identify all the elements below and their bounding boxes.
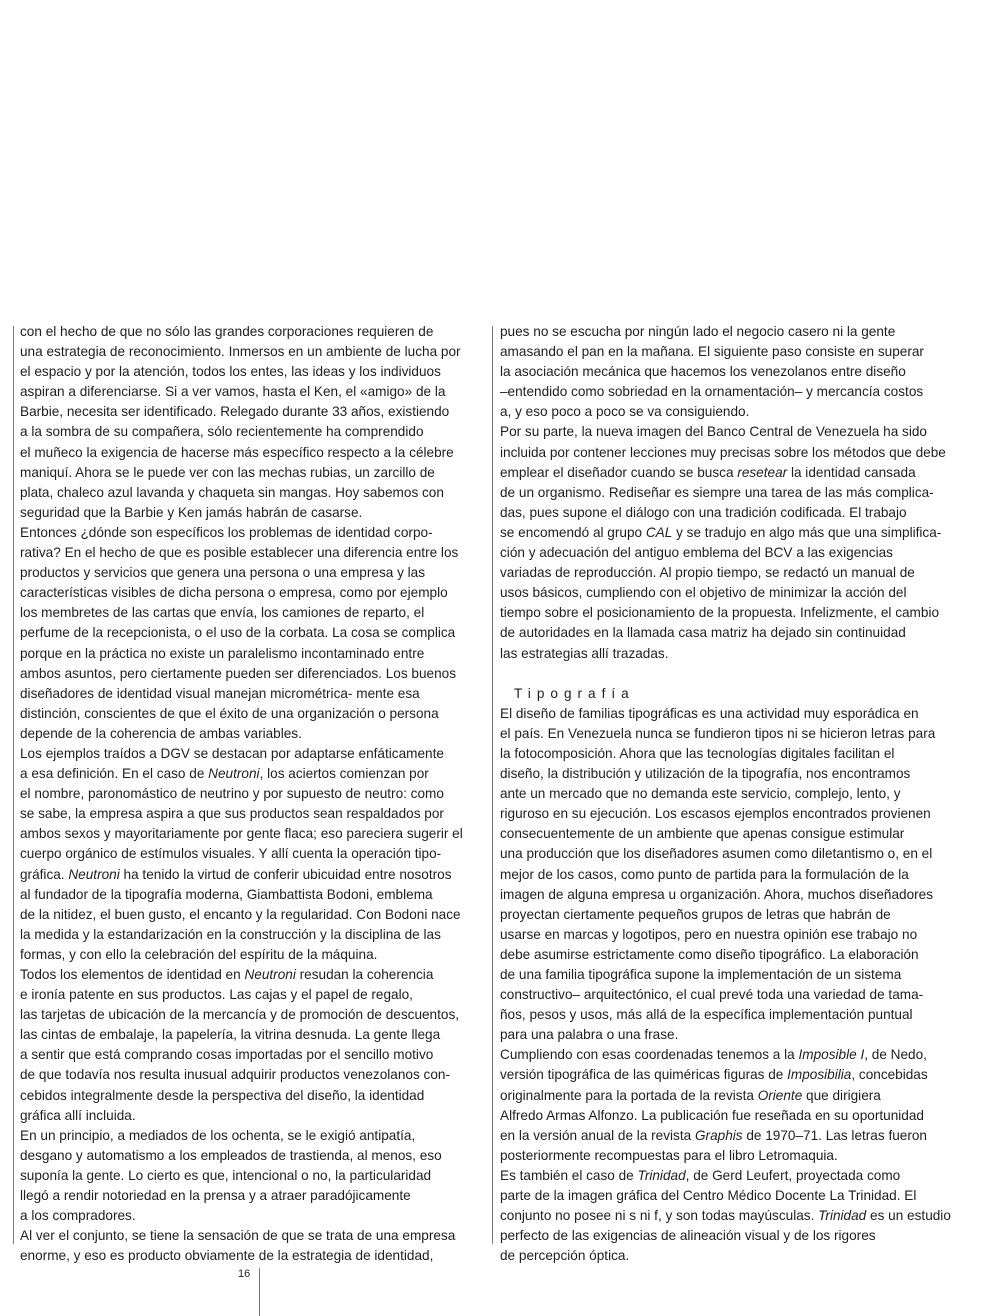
text-line: En un principio, a mediados de los ochenta, se le exigió antipatía, [20,1127,416,1143]
text-line: la fotocomposición. Ahora que las tecnologías digitales facilitan el [500,745,895,761]
section-heading: Tipografía [514,685,635,701]
folio-rule [259,1268,260,1316]
text-line: a sentir que está comprando cosas importadas por el sencillo motivo [20,1047,434,1063]
page-number: 16 [238,1268,251,1280]
text-line: debe asumirse estrictamente como diseño tipográfico. La elaboración [500,946,919,962]
text-line: Por su parte, la nueva imagen del Banco Central de Venezuela ha sido [500,424,927,440]
text-line: Al ver el conjunto, se tiene la sensación de que se trata de una empresa [20,1228,456,1244]
text-line: usarse en marcas y logotipos, pero en nuestra opinión ese trabajo no [500,926,918,942]
text-line: pues no se escucha por ningún lado el negocio casero ni la gente [500,324,896,339]
text-line: e ironía patente en sus productos. Las cajas y el papel de regalo, [20,987,413,1003]
text-line: la medida y la estandarización en la construcción y la disciplina de las [20,926,441,942]
text-line: características visibles de dicha persona o empresa, como por ejemplo [20,585,448,601]
text-line: aspiran a diferenciarse. Si a ver vamos, hasta el Ken, el «amigo» de la [20,384,446,400]
text-line: Entonces ¿dónde son específicos los problemas de identidad corpo- [20,524,433,540]
right-column-lower-text [500,704,970,1267]
text-line: proyectan ciertamente pequeños grupos de letras que habrán de [500,906,891,922]
text-line: de que todavía nos resulta inusual adquirir productos venezolanos con- [20,1067,450,1083]
text-line: Alfredo Armas Alfonzo. La publicación fue reseñada en su oportunidad [500,1107,924,1123]
text-line: diseño, la distribución y utilización de la tipografía, nos encontramos [500,766,911,782]
text-line: variadas de reproducción. Al propio tiempo, se redactó un manual de [500,565,915,581]
text-line: Es también el caso de Trinidad, de Gerd Leufert, proyectada como [500,1167,901,1183]
text-line: Los ejemplos traídos a DGV se destacan por adaptarse enfáticamente [20,745,444,761]
text-line: mejor de los casos, como punto de partida para la formulación de la [500,866,909,882]
text-line: el país. En Venezuela nunca se fundieron tipos ni se hicieron letras para [500,725,936,741]
text-line: cebidos integralmente desde la perspectiva del diseño, la identidad [20,1087,425,1103]
text-line: productos y servicios que genera una persona o una empresa y las [20,565,426,581]
text-line: originalmente para la portada de la revista Oriente que dirigiera [500,1087,881,1103]
text-line: consecuentemente de un ambiente que apenas consigue estimular [500,826,905,842]
text-line: desgano y automatismo a los empleados de trastienda, al menos, eso [20,1147,442,1163]
text-line: Barbie, necesita ser identificado. Relegado durante 33 años, existiendo [20,404,450,420]
text-line: emplear el diseñador cuando se busca resetear la identidad cansada [500,464,916,480]
text-line: formas, y con ello la celebración del espíritu de la máquina. [20,946,378,962]
text-line: usos básicos, cumpliendo con el objetivo de minimizar la acción del [500,585,907,601]
text-line: ños, pesos y usos, más allá de la específica implementación puntual [500,1007,913,1023]
text-line: diseñadores de identidad visual manejan micrométrica- mente esa [20,685,420,701]
right-column-upper-text [500,322,970,664]
text-line: la asociación mecánica que hacemos los venezolanos entre diseño [500,364,906,380]
right-text-column [500,322,970,1266]
text-line: gráfica allí incluida. [20,1107,136,1123]
text-line: a los compradores. [20,1208,136,1224]
text-line: parte de la imagen gráfica del Centro Médico Docente La Trinidad. El [500,1188,917,1204]
text-line: los membretes de las cartas que envía, los camiones de reparto, el [20,605,425,621]
text-line: una estrategia de reconocimiento. Inmersos en un ambiente de lucha por [20,344,461,360]
text-line: ción y adecuación del antiguo emblema del BCV a las exigencias [500,545,893,561]
text-line: seguridad que la Barbie y Ken jamás habrán de casarse. [20,504,363,520]
text-line: al fundador de la tipografía moderna, Giambattista Bodoni, emblema [20,886,433,902]
text-line: se sabe, la empresa aspira a que sus productos sean respaldados por [20,806,444,822]
text-line: Cumpliendo con esas coordenadas tenemos a la Imposible I, de Nedo, [500,1047,927,1063]
text-line: las estrategias allí trazadas. [500,645,669,661]
text-line: las cintas de embalaje, la papelería, la vitrina desnuda. La gente llega [20,1027,441,1043]
text-line: porque en la práctica no existe un paralelismo incontaminado entre [20,645,425,661]
text-line: con el hecho de que no sólo las grandes corporaciones requieren de [20,324,434,339]
text-line: a, y eso poco a poco se va consiguiendo. [500,404,750,420]
text-line: de una familia tipográfica supone la implementación de un sistema [500,967,902,982]
text-line: para una palabra o una frase. [500,1027,679,1043]
text-line: ambos sexos y mayoritariamente por gente flaca; eso pareciera sugerir el [20,826,463,842]
text-line: enorme, y eso es producto obviamente de la estrategia de identidad, [20,1248,434,1264]
text-line: constructivo– arquitectónico, el cual prevé toda una variedad de tama- [500,987,924,1003]
text-line: de un organismo. Rediseñar es siempre una tarea de las más complica- [500,484,934,500]
text-line: suponía la gente. Lo cierto es que, intencional o no, la particularidad [20,1167,432,1183]
text-line: las tarjetas de ubicación de la mercancía y de promoción de descuentos, [20,1007,460,1023]
text-line: cuerpo orgánico de estímulos visuales. Y allí cuenta la operación tipo- [20,846,442,862]
text-line: maniquí. Ahora se le puede ver con las mechas rubias, un zarcillo de [20,464,435,480]
text-line: ambos asuntos, pero ciertamente pueden ser diferenciados. Los buenos [20,665,457,681]
text-line: riguroso en su ejecución. Los escasos ejemplos encontrados provienen [500,806,931,822]
text-line: plata, chaleco azul lavanda y chaqueta sin mangas. Hoy sabemos con [20,484,444,500]
text-line: a esa definición. En el caso de Neutroni, los aciertos comienzan por [20,766,429,782]
text-line: imagen de alguna empresa u organización. Ahora, muchos diseñadores [500,886,934,902]
text-line: posteriormente recompuestas para el libro Letromaquia. [500,1147,838,1163]
text-line: tiempo sobre el posicionamiento de la propuesta. Infelizmente, el cambio [500,605,940,621]
text-line: incluida por contener lecciones muy precisas sobre los métodos que debe [500,444,946,460]
text-line: perfecto de las exigencias de alineación visual y de los rigores [500,1228,876,1244]
text-line: el nombre, paronomástico de neutrino y por supuesto de neutro: como [20,786,444,802]
text-line: –entendido como sobriedad en la ornamentación– y mercancía costos [500,384,924,400]
text-line: en la versión anual de la revista Graphis de 1970–71. Las letras fueron [500,1127,927,1143]
text-line: Todos los elementos de identidad en Neutroni resudan la coherencia [20,967,434,982]
text-line: perfume de la recepcionista, o el uso de la corbata. La cosa se complica [20,625,456,641]
text-line: el muñeco la exigencia de hacerse más específico respecto a la célebre [20,444,454,460]
text-line: rativa? En el hecho de que es posible establecer una diferencia entre los [20,545,459,561]
text-line: a la sombra de su compañera, sólo recientemente ha comprendido [20,424,424,440]
text-line: conjunto no posee ni s ni f, y son todas mayúsculas. Trinidad es un estudio [500,1208,951,1224]
text-line: das, pues supone el diálogo con una tradición codificada. El trabajo [500,504,907,520]
text-line: una producción que los diseñadores asumen como diletantismo o, en el [500,846,933,862]
text-line: de la nitidez, el buen gusto, el encanto y la regularidad. Con Bodoni nace [20,906,461,922]
column-divider-rule [492,326,493,1244]
text-line: de autoridades en la llamada casa matriz ha dejado sin continuidad [500,625,906,641]
section-gap [500,664,970,684]
text-line: amasando el pan en la mañana. El siguiente paso consiste en superar [500,344,924,360]
text-line: se encomendó al grupo CAL y se tradujo en algo más que una simplifica- [500,524,942,540]
text-line: el espacio y por la atención, todos los entes, las ideas y los individuos [20,364,441,380]
text-line: versión tipográfica de las quiméricas figuras de Imposibilia, concebidas [500,1067,928,1083]
text-line: ante un mercado que no demanda este servicio, complejo, lento, y [500,786,901,802]
left-margin-rule [13,326,14,1244]
text-line: El diseño de familias tipográficas es una actividad muy esporádica en [500,705,919,721]
text-line: de percepción óptica. [500,1248,630,1264]
text-line: depende de la coherencia de ambas variables. [20,725,302,741]
left-text-column [20,322,486,1266]
text-line: distinción, conscientes de que el éxito de una organización o persona [20,705,439,721]
text-line: gráfica. Neutroni ha tenido la virtud de conferir ubicuidad entre nosotros [20,866,452,882]
text-line: llegó a rendir notoriedad en la prensa y a atraer paradójicamente [20,1188,411,1204]
